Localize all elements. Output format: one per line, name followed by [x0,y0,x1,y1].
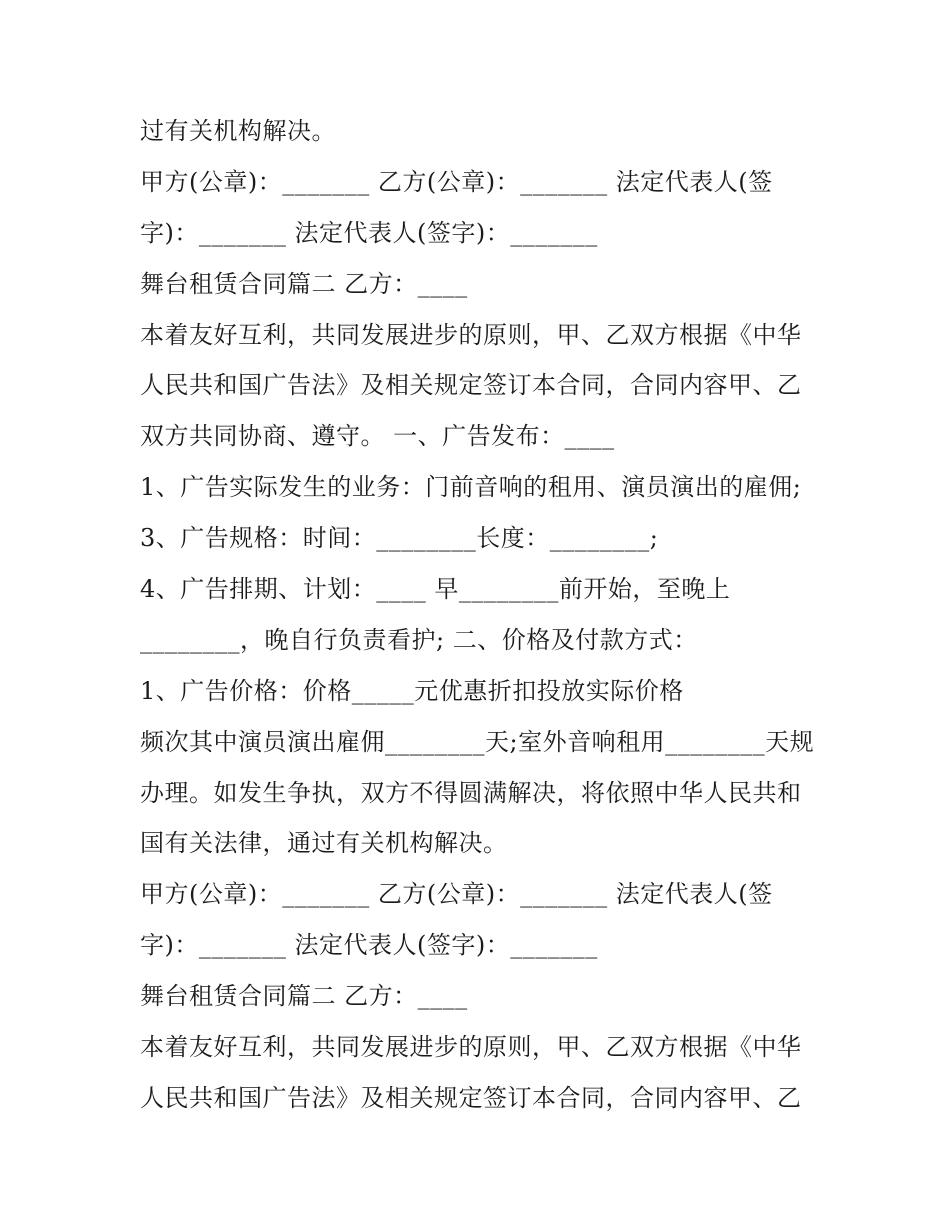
text-line: 本着友好互利，共同发展进步的原则，甲、乙双方根据《中华 [140,1033,802,1062]
text-line: 双方共同协商、遵守。 一、广告发布：____ [140,422,615,451]
text-line: 国有关法律，通过有关机构解决。 [140,829,508,858]
text-line: 过有关机构解决。 [140,117,336,145]
text-line: 舞台租赁合同篇二 乙方：____ [140,269,468,298]
text-line: 1、广告实际发生的业务：门前音响的租用、演员演出的雇佣; [140,473,802,502]
text-line: 人民共和国广告法》及相关规定签订本合同，合同内容甲、乙 [140,1083,802,1112]
text-line: 3、广告规格：时间：________长度：________; [140,524,659,553]
text-line: 4、广告排期、计划：____ 早________前开始，至晚上 [140,575,731,604]
text-line: 字)：_______ 法定代表人(签字)：_______ [140,931,598,960]
text-line: 办理。如发生争执，双方不得圆满解决，将依照中华人民共和 [140,778,802,807]
text-line: 1、广告价格：价格_____元优惠折扣投放实际价格 [140,676,684,705]
text-line: 字)：_______ 法定代表人(签字)：_______ [140,218,598,247]
text-line: 频次其中演员演出雇佣________天;室外音响租用________天规 [140,727,815,756]
text-line: 本着友好互利，共同发展进步的原则，甲、乙双方根据《中华 [140,320,802,349]
text-line: 甲方(公章)：_______ 乙方(公章)：_______ 法定代表人(签 [140,167,773,196]
text-line: 甲方(公章)：_______ 乙方(公章)：_______ 法定代表人(签 [140,880,773,909]
document-body [140,106,830,1124]
text-line: 人民共和国广告法》及相关规定签订本合同，合同内容甲、乙 [140,371,802,400]
text-line: ________，晚自行负责看护; 二、价格及付款方式： [140,625,698,654]
text-line: 舞台租赁合同篇二 乙方：____ [140,982,468,1011]
